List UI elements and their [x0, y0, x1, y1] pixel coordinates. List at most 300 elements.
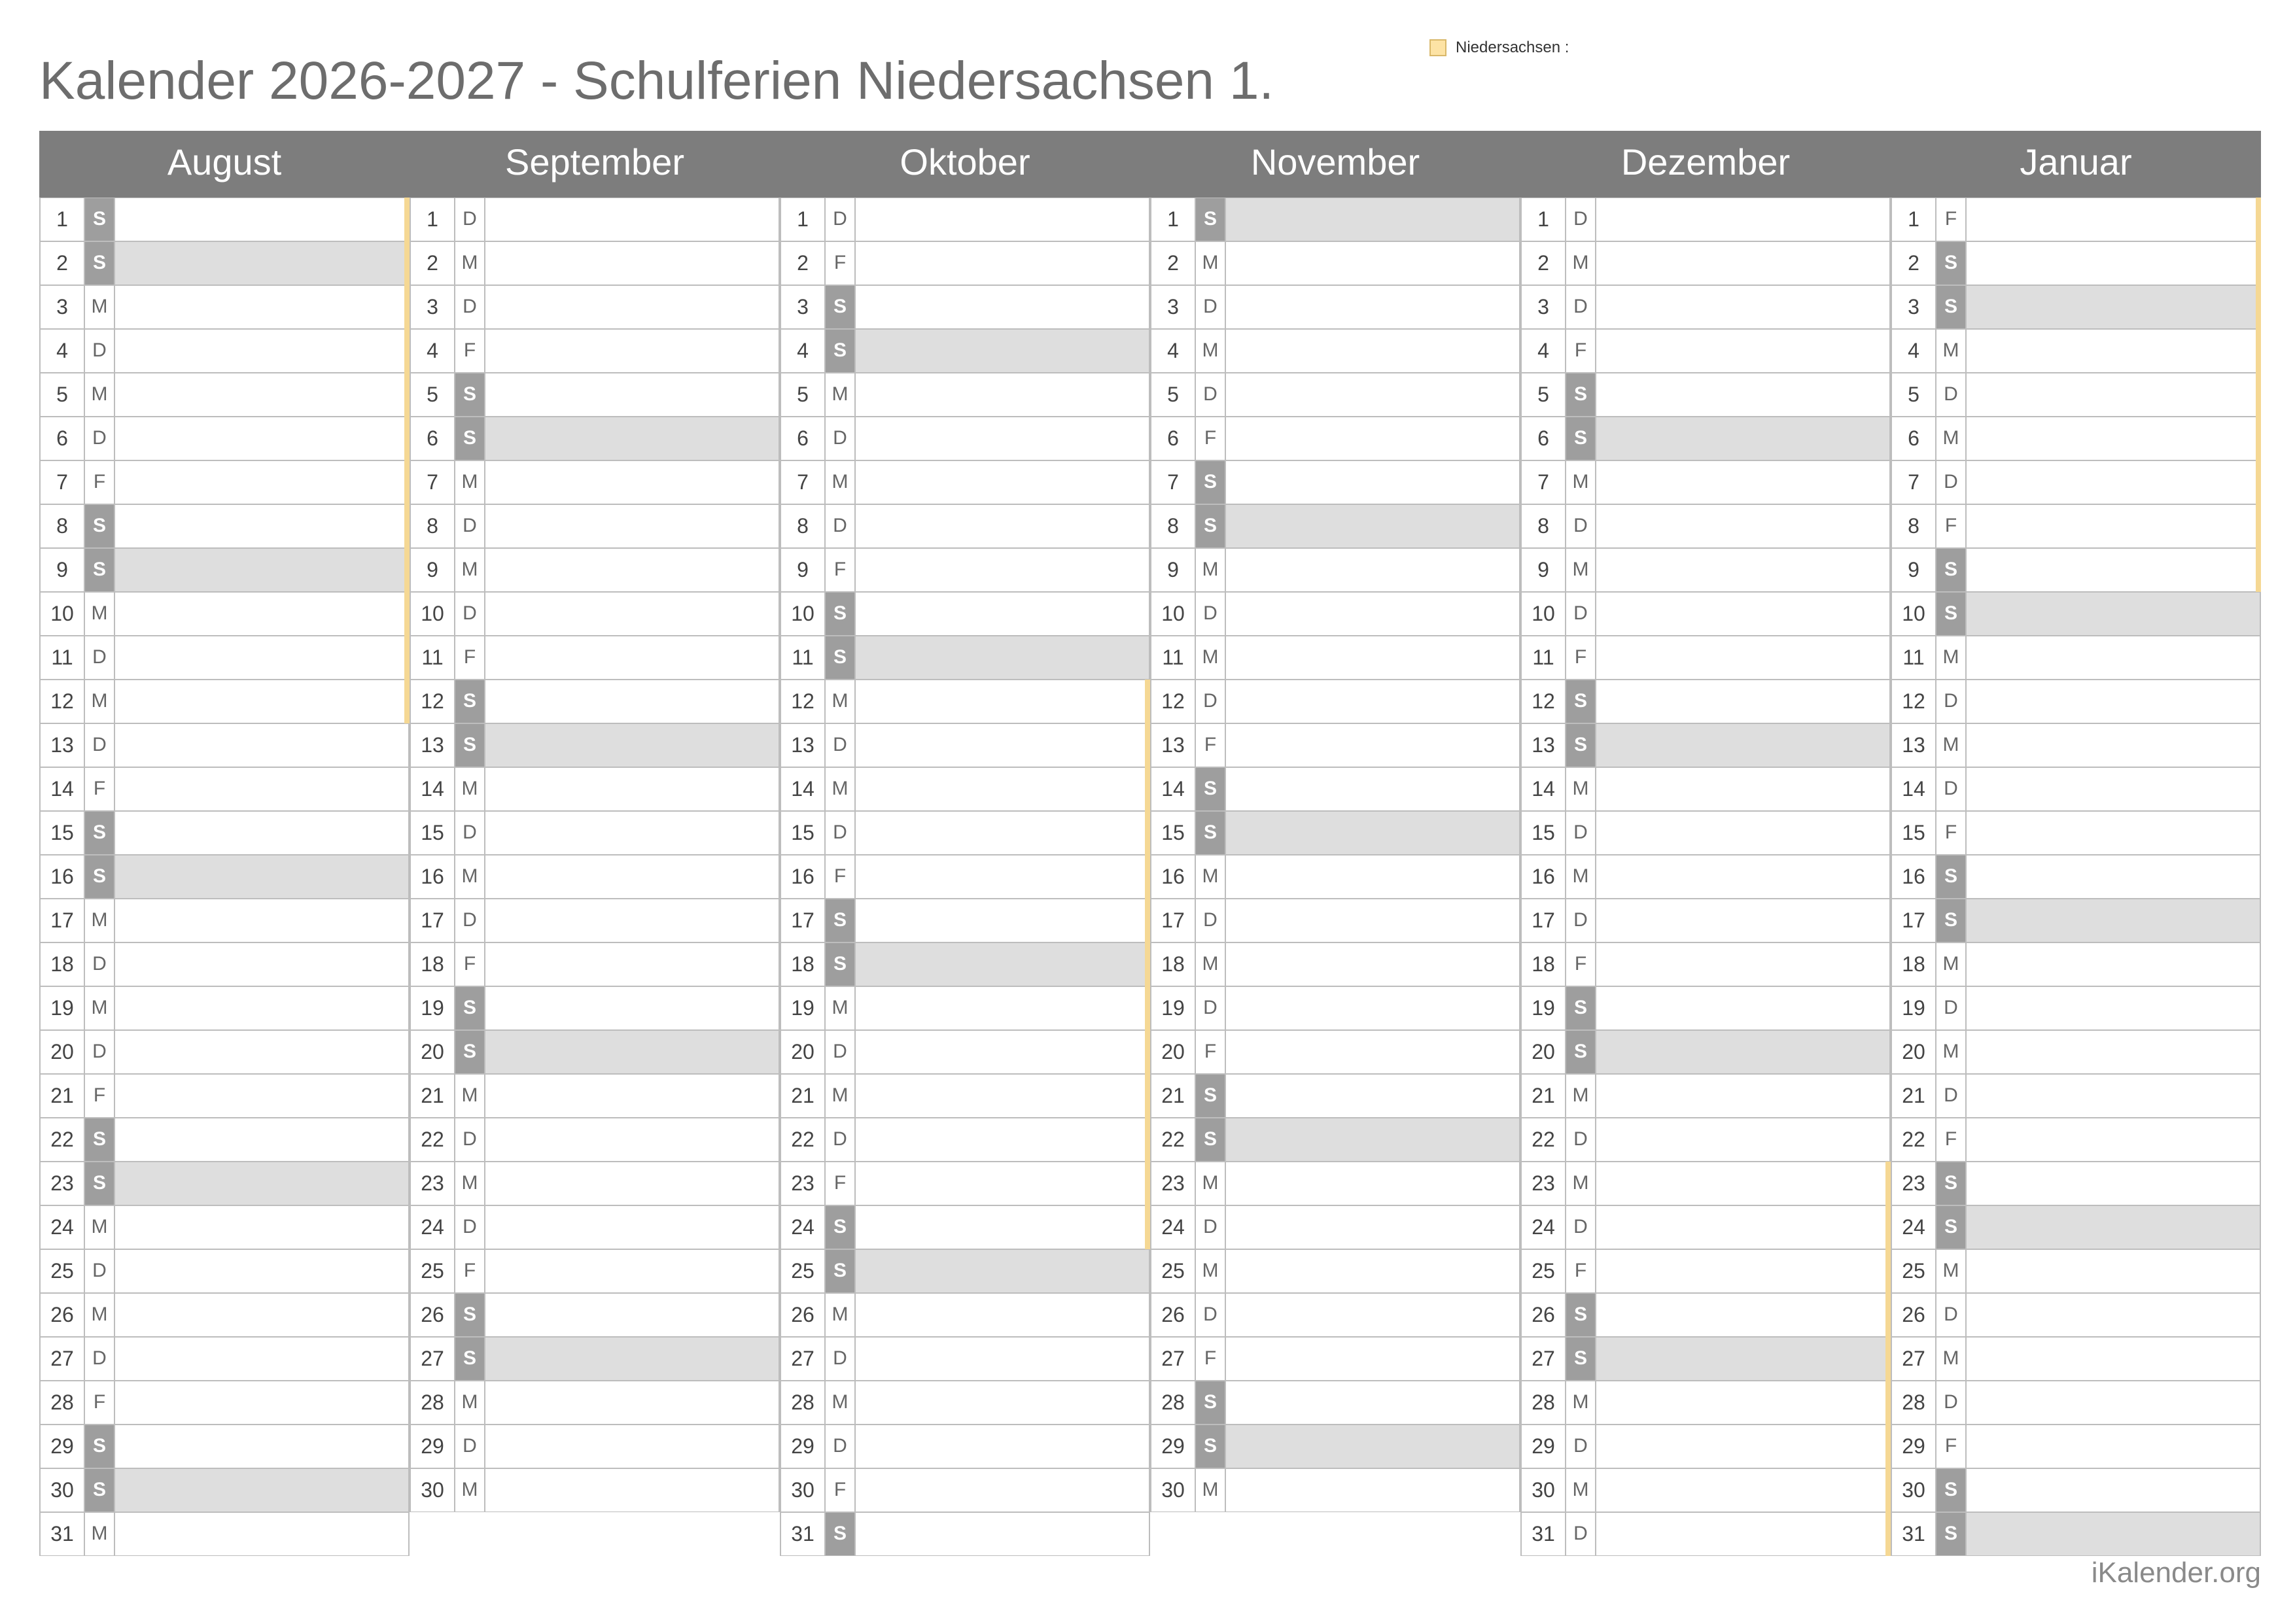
day-note-area[interactable]: [1226, 1469, 1519, 1512]
day-note-area[interactable]: [1596, 198, 1889, 241]
day-note-area[interactable]: [1967, 1381, 2260, 1424]
day-note-area[interactable]: [856, 286, 1149, 328]
day-note-area[interactable]: [1226, 855, 1519, 898]
day-note-area[interactable]: [1967, 724, 2260, 767]
day-note-area[interactable]: [1967, 899, 2260, 942]
day-note-area[interactable]: [856, 812, 1149, 854]
weekday-label: F: [1936, 812, 1967, 854]
day-note-area[interactable]: [485, 1162, 779, 1205]
day-note-area[interactable]: [856, 680, 1149, 723]
day-row: [780, 460, 1150, 504]
weekday-label: S: [826, 899, 856, 942]
day-note-area[interactable]: [856, 724, 1149, 767]
day-note-area[interactable]: [485, 768, 779, 810]
day-note-area[interactable]: [485, 1031, 779, 1073]
day-note-area[interactable]: [1596, 417, 1889, 460]
day-number: 3: [1522, 286, 1566, 328]
day-note-area[interactable]: [115, 330, 408, 372]
day-note-area[interactable]: [115, 1425, 408, 1468]
day-note-area[interactable]: [485, 855, 779, 898]
day-note-area[interactable]: [1226, 593, 1519, 635]
day-number: 13: [1892, 724, 1936, 767]
day-number: 27: [1892, 1338, 1936, 1380]
day-note-area[interactable]: [115, 1206, 408, 1249]
day-note-area[interactable]: [1226, 1250, 1519, 1292]
day-row: [39, 1512, 410, 1556]
day-note-area[interactable]: [856, 1294, 1149, 1336]
day-note-area[interactable]: [1226, 768, 1519, 810]
day-note-area[interactable]: [115, 943, 408, 986]
day-number: 29: [781, 1425, 826, 1468]
day-note-area[interactable]: [856, 1469, 1149, 1512]
weekday-label: F: [85, 1075, 115, 1117]
weekday-label: S: [1566, 987, 1596, 1029]
day-note-area[interactable]: [485, 680, 779, 723]
day-number: 23: [41, 1162, 85, 1205]
weekday-label: S: [1936, 242, 1967, 285]
day-note-area[interactable]: [1967, 768, 2260, 810]
day-note-area[interactable]: [485, 943, 779, 986]
day-note-area[interactable]: [1967, 242, 2260, 285]
day-note-area[interactable]: [856, 549, 1149, 591]
day-row: [410, 285, 780, 329]
day-note-area[interactable]: [856, 461, 1149, 504]
day-note-area[interactable]: [115, 417, 408, 460]
day-number: 27: [41, 1338, 85, 1380]
day-note-area[interactable]: [1226, 1425, 1519, 1468]
day-row: [1150, 417, 1520, 460]
day-note-area[interactable]: [485, 1075, 779, 1117]
day-note-area[interactable]: [115, 1469, 408, 1512]
day-note-area[interactable]: [1596, 1075, 1889, 1117]
day-row: [1520, 241, 1891, 285]
day-note-area[interactable]: [115, 1075, 408, 1117]
day-note-area[interactable]: [1226, 1075, 1519, 1117]
day-row: [1520, 592, 1891, 636]
day-number: 12: [1522, 680, 1566, 723]
day-note-area[interactable]: [1596, 987, 1889, 1029]
day-note-area[interactable]: [485, 1338, 779, 1380]
day-note-area[interactable]: [1226, 330, 1519, 372]
day-note-area[interactable]: [485, 636, 779, 679]
day-note-area[interactable]: [1967, 1338, 2260, 1380]
day-row: [39, 329, 410, 373]
weekday-label: D: [826, 812, 856, 854]
day-note-area[interactable]: [1967, 1294, 2260, 1336]
day-note-area[interactable]: [1226, 286, 1519, 328]
day-note-area[interactable]: [856, 1162, 1149, 1205]
weekday-label: M: [1196, 549, 1226, 591]
weekday-label: M: [85, 1513, 115, 1555]
day-number: 24: [781, 1206, 826, 1249]
day-note-area[interactable]: [485, 1425, 779, 1468]
day-note-area[interactable]: [115, 198, 408, 241]
day-row: [410, 855, 780, 899]
day-note-area[interactable]: [485, 812, 779, 854]
day-note-area[interactable]: [115, 768, 408, 810]
day-number: 15: [1522, 812, 1566, 854]
day-number: 28: [781, 1381, 826, 1424]
weekday-label: S: [826, 330, 856, 372]
weekday-label: S: [455, 373, 485, 416]
day-note-area[interactable]: [1596, 461, 1889, 504]
day-note-area[interactable]: [1967, 987, 2260, 1029]
day-note-area[interactable]: [1967, 1031, 2260, 1073]
day-note-area[interactable]: [485, 987, 779, 1029]
day-note-area[interactable]: [115, 1118, 408, 1161]
day-number: 28: [411, 1381, 455, 1424]
day-note-area[interactable]: [856, 1513, 1149, 1555]
day-note-area[interactable]: [1967, 636, 2260, 679]
day-number: 16: [411, 855, 455, 898]
day-note-area[interactable]: [1596, 943, 1889, 986]
day-note-area[interactable]: [1967, 1118, 2260, 1161]
weekday-label: S: [1196, 1118, 1226, 1161]
day-note-area[interactable]: [1596, 1425, 1889, 1468]
weekday-label: D: [1196, 593, 1226, 635]
day-note-area[interactable]: [485, 417, 779, 460]
day-note-area[interactable]: [1596, 1031, 1889, 1073]
day-note-area[interactable]: [856, 1075, 1149, 1117]
day-note-area[interactable]: [115, 680, 408, 723]
day-note-area[interactable]: [1967, 1206, 2260, 1249]
day-note-area[interactable]: [1596, 636, 1889, 679]
day-row: [39, 1468, 410, 1512]
day-note-area[interactable]: [1967, 330, 2260, 372]
day-number: 5: [1151, 373, 1196, 416]
day-note-area[interactable]: [1967, 373, 2260, 416]
day-note-area[interactable]: [1226, 549, 1519, 591]
day-note-area[interactable]: [1967, 593, 2260, 635]
day-note-area[interactable]: [1967, 812, 2260, 854]
day-note-area[interactable]: [115, 724, 408, 767]
day-note-area[interactable]: [856, 242, 1149, 285]
day-number: 11: [1522, 636, 1566, 679]
day-number: 23: [1522, 1162, 1566, 1205]
day-row: [1150, 899, 1520, 942]
day-note-area[interactable]: [115, 593, 408, 635]
day-note-area[interactable]: [115, 1294, 408, 1336]
day-note-area[interactable]: [1967, 286, 2260, 328]
day-note-area[interactable]: [115, 1031, 408, 1073]
day-note-area[interactable]: [1967, 198, 2260, 241]
day-number: 19: [41, 987, 85, 1029]
day-note-area[interactable]: [115, 899, 408, 942]
weekday-label: S: [1566, 1031, 1596, 1073]
day-note-area[interactable]: [1226, 1162, 1519, 1205]
day-note-area[interactable]: [856, 505, 1149, 547]
day-note-area[interactable]: [1596, 593, 1889, 635]
weekday-label: F: [1196, 1338, 1226, 1380]
day-note-area[interactable]: [856, 899, 1149, 942]
weekday-label: S: [455, 1031, 485, 1073]
day-note-area[interactable]: [1596, 373, 1889, 416]
day-note-area[interactable]: [856, 417, 1149, 460]
day-number: 1: [781, 198, 826, 241]
day-note-area[interactable]: [856, 198, 1149, 241]
day-note-area[interactable]: [1967, 505, 2260, 547]
day-number: 19: [1522, 987, 1566, 1029]
day-note-area[interactable]: [1596, 549, 1889, 591]
day-note-area[interactable]: [1596, 855, 1889, 898]
day-note-area[interactable]: [1596, 812, 1889, 854]
day-note-area[interactable]: [1967, 1250, 2260, 1292]
day-number: 18: [1892, 943, 1936, 986]
day-number: 17: [41, 899, 85, 942]
weekday-label: M: [1196, 330, 1226, 372]
day-note-area[interactable]: [115, 987, 408, 1029]
weekday-label: D: [826, 1118, 856, 1161]
day-note-area[interactable]: [1596, 330, 1889, 372]
day-row: [410, 329, 780, 373]
weekday-label: M: [1566, 1381, 1596, 1424]
day-note-area[interactable]: [115, 242, 408, 285]
day-row: [1891, 460, 2261, 504]
day-row: [410, 723, 780, 767]
weekday-label: S: [1566, 1294, 1596, 1336]
day-note-area[interactable]: [1967, 461, 2260, 504]
day-note-area[interactable]: [856, 1031, 1149, 1073]
day-note-area[interactable]: [115, 812, 408, 854]
day-note-area[interactable]: [1226, 242, 1519, 285]
day-note-area[interactable]: [1596, 768, 1889, 810]
day-note-area[interactable]: [1596, 242, 1889, 285]
day-note-area[interactable]: [1596, 286, 1889, 328]
day-row: [1891, 767, 2261, 811]
day-note-area[interactable]: [1967, 417, 2260, 460]
day-note-area[interactable]: [856, 1425, 1149, 1468]
day-note-area[interactable]: [1226, 680, 1519, 723]
day-note-area[interactable]: [856, 1118, 1149, 1161]
day-note-area[interactable]: [1226, 417, 1519, 460]
day-note-area[interactable]: [1596, 505, 1889, 547]
day-note-area[interactable]: [115, 1162, 408, 1205]
day-row: [780, 198, 1150, 241]
day-note-area[interactable]: [856, 1338, 1149, 1380]
day-note-area[interactable]: [485, 242, 779, 285]
day-row: [780, 1425, 1150, 1468]
day-note-area[interactable]: [1226, 899, 1519, 942]
day-note-area[interactable]: [1596, 1338, 1889, 1380]
day-note-area[interactable]: [485, 286, 779, 328]
day-note-area[interactable]: [115, 1513, 408, 1555]
day-note-area[interactable]: [1596, 1513, 1889, 1555]
day-number: 8: [41, 505, 85, 547]
day-note-area[interactable]: [1226, 987, 1519, 1029]
day-number: 1: [1892, 198, 1936, 241]
day-note-area[interactable]: [1226, 1118, 1519, 1161]
day-number: 30: [1522, 1469, 1566, 1512]
day-number: 21: [1522, 1075, 1566, 1117]
day-note-area[interactable]: [856, 636, 1149, 679]
day-number: 30: [411, 1469, 455, 1512]
day-row: [39, 767, 410, 811]
day-note-area[interactable]: [1596, 1381, 1889, 1424]
day-note-area[interactable]: [1967, 1162, 2260, 1205]
day-number: 4: [1151, 330, 1196, 372]
day-note-area[interactable]: [1967, 1075, 2260, 1117]
weekday-label: M: [826, 461, 856, 504]
day-note-area[interactable]: [485, 1381, 779, 1424]
day-note-area[interactable]: [856, 373, 1149, 416]
day-note-area[interactable]: [115, 855, 408, 898]
day-note-area[interactable]: [485, 593, 779, 635]
day-note-area[interactable]: [1596, 1294, 1889, 1336]
weekday-label: F: [1566, 943, 1596, 986]
day-number: 2: [1151, 242, 1196, 285]
day-number: 3: [781, 286, 826, 328]
day-number: 25: [41, 1250, 85, 1292]
day-number: 29: [411, 1425, 455, 1468]
day-note-area[interactable]: [485, 1294, 779, 1336]
day-note-area[interactable]: [1226, 812, 1519, 854]
day-note-area[interactable]: [1226, 1294, 1519, 1336]
day-note-area[interactable]: [485, 461, 779, 504]
day-note-area[interactable]: [1226, 373, 1519, 416]
day-note-area[interactable]: [115, 1250, 408, 1292]
weekday-label: D: [85, 1250, 115, 1292]
day-number: 18: [1151, 943, 1196, 986]
day-note-area[interactable]: [856, 593, 1149, 635]
day-note-area[interactable]: [1226, 1338, 1519, 1380]
weekday-label: D: [826, 505, 856, 547]
day-number: 15: [781, 812, 826, 854]
day-note-area[interactable]: [485, 198, 779, 241]
day-row: [1520, 1381, 1891, 1425]
day-note-area[interactable]: [1596, 680, 1889, 723]
weekday-label: M: [1936, 724, 1967, 767]
day-note-area[interactable]: [485, 330, 779, 372]
weekday-label: S: [1196, 1075, 1226, 1117]
weekday-label: S: [455, 1294, 485, 1336]
day-note-area[interactable]: [115, 549, 408, 591]
day-number: 24: [411, 1206, 455, 1249]
day-note-area[interactable]: [1967, 680, 2260, 723]
day-note-area[interactable]: [856, 943, 1149, 986]
day-note-area[interactable]: [485, 1118, 779, 1161]
day-note-area[interactable]: [1596, 724, 1889, 767]
day-note-area[interactable]: [1967, 1469, 2260, 1512]
day-note-area[interactable]: [1967, 549, 2260, 591]
month-header: November: [1150, 131, 1520, 198]
day-note-area[interactable]: [115, 373, 408, 416]
weekday-label: M: [1936, 943, 1967, 986]
day-note-area[interactable]: [115, 461, 408, 504]
day-note-area[interactable]: [1226, 1381, 1519, 1424]
day-note-area[interactable]: [485, 1206, 779, 1249]
day-note-area[interactable]: [1596, 1162, 1889, 1205]
weekday-label: M: [1196, 636, 1226, 679]
day-number: 20: [781, 1031, 826, 1073]
day-row: [410, 767, 780, 811]
day-note-area[interactable]: [115, 286, 408, 328]
day-row: [410, 1468, 780, 1512]
day-row: [410, 942, 780, 986]
day-note-area[interactable]: [115, 1338, 408, 1380]
weekday-label: S: [826, 1206, 856, 1249]
day-note-area[interactable]: [1596, 1118, 1889, 1161]
day-note-area[interactable]: [485, 1469, 779, 1512]
day-row: [1520, 548, 1891, 592]
weekday-label: D: [455, 1425, 485, 1468]
weekday-label: M: [1936, 330, 1967, 372]
day-note-area[interactable]: [485, 1250, 779, 1292]
day-row: [39, 285, 410, 329]
day-number: 17: [1522, 899, 1566, 942]
day-note-area[interactable]: [856, 330, 1149, 372]
day-row: [1150, 811, 1520, 855]
day-note-area[interactable]: [1596, 899, 1889, 942]
day-note-area[interactable]: [1967, 855, 2260, 898]
day-note-area[interactable]: [1226, 461, 1519, 504]
weekday-label: D: [455, 1206, 485, 1249]
day-note-area[interactable]: [485, 549, 779, 591]
day-note-area[interactable]: [485, 373, 779, 416]
day-note-area[interactable]: [1596, 1250, 1889, 1292]
day-number: 27: [781, 1338, 826, 1380]
day-note-area[interactable]: [856, 768, 1149, 810]
day-note-area[interactable]: [485, 505, 779, 547]
day-note-area[interactable]: [856, 1250, 1149, 1292]
day-note-area[interactable]: [856, 987, 1149, 1029]
day-row: [780, 1162, 1150, 1205]
day-note-area[interactable]: [1967, 943, 2260, 986]
day-note-area[interactable]: [856, 1206, 1149, 1249]
day-number: 24: [1151, 1206, 1196, 1249]
day-note-area[interactable]: [856, 1381, 1149, 1424]
day-number: 5: [1892, 373, 1936, 416]
weekday-label: F: [1936, 1118, 1967, 1161]
weekday-label: F: [826, 549, 856, 591]
day-note-area[interactable]: [1226, 198, 1519, 241]
day-note-area[interactable]: [115, 1381, 408, 1424]
day-row: [780, 1468, 1150, 1512]
day-row: [1520, 942, 1891, 986]
weekday-label: M: [1936, 636, 1967, 679]
day-number: 25: [1522, 1250, 1566, 1292]
day-row: [1891, 592, 2261, 636]
day-note-area[interactable]: [1226, 724, 1519, 767]
day-note-area[interactable]: [485, 724, 779, 767]
day-row: [1150, 285, 1520, 329]
weekday-label: D: [455, 286, 485, 328]
day-note-area[interactable]: [115, 505, 408, 547]
weekday-label: D: [826, 417, 856, 460]
day-number: 29: [1522, 1425, 1566, 1468]
day-number: 27: [1522, 1338, 1566, 1380]
weekday-label: M: [1196, 1162, 1226, 1205]
day-note-area[interactable]: [1226, 943, 1519, 986]
day-note-area[interactable]: [1967, 1513, 2260, 1555]
weekday-label: M: [85, 1294, 115, 1336]
day-note-area[interactable]: [856, 855, 1149, 898]
day-note-area[interactable]: [1967, 1425, 2260, 1468]
day-note-area[interactable]: [1596, 1469, 1889, 1512]
day-note-area[interactable]: [1226, 636, 1519, 679]
weekday-label: S: [1196, 1381, 1226, 1424]
day-note-area[interactable]: [1226, 1031, 1519, 1073]
day-note-area[interactable]: [1596, 1206, 1889, 1249]
day-note-area[interactable]: [1226, 505, 1519, 547]
weekday-label: M: [455, 1469, 485, 1512]
day-number: 22: [781, 1118, 826, 1161]
day-note-area[interactable]: [485, 899, 779, 942]
day-note-area[interactable]: [115, 636, 408, 679]
weekday-label: D: [85, 1031, 115, 1073]
day-row: [1150, 986, 1520, 1030]
calendar-grid: [39, 131, 2261, 1551]
day-note-area[interactable]: [1226, 1206, 1519, 1249]
